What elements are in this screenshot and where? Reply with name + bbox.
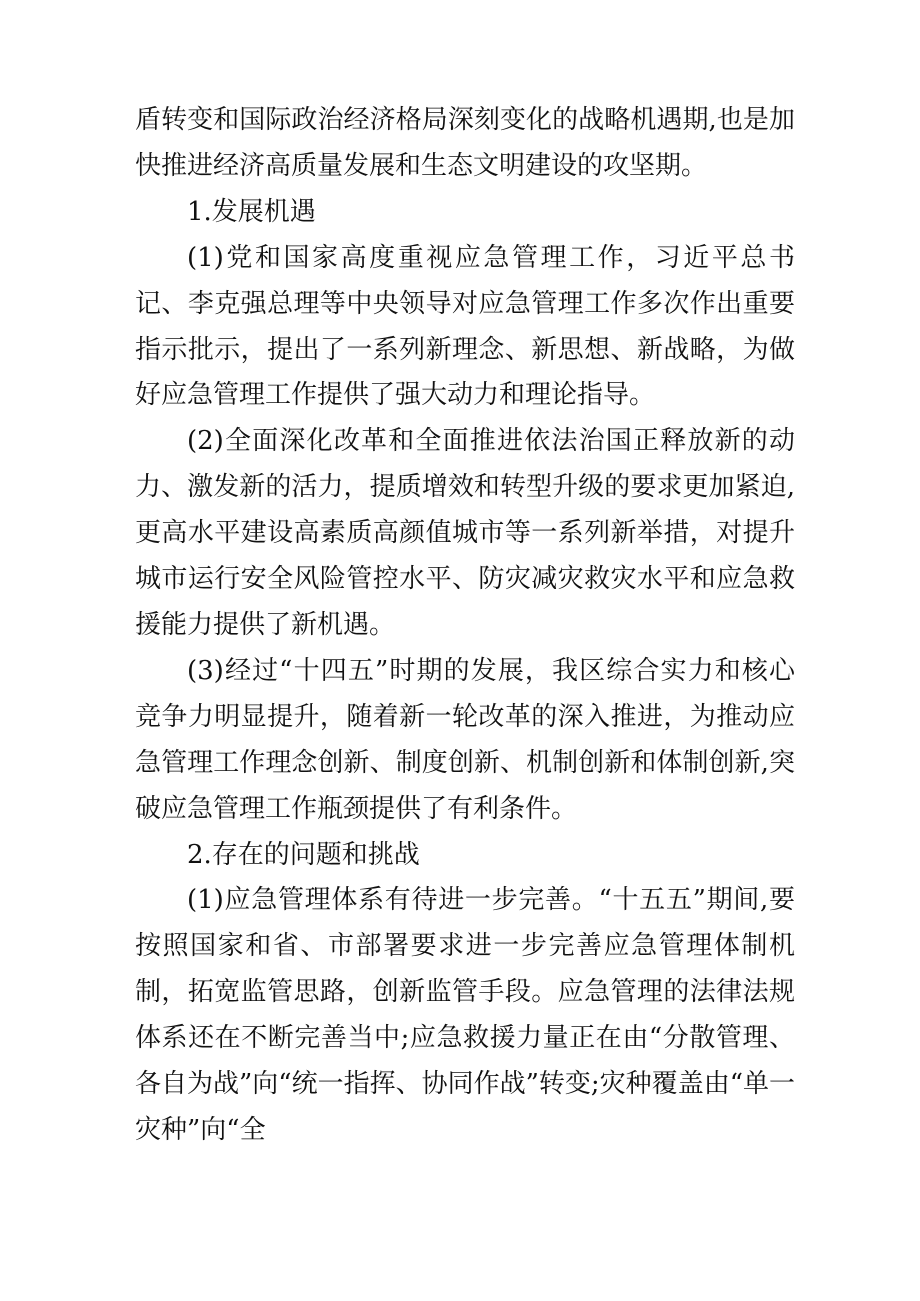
paragraph-opportunity-3: (3)经过“十四五”时期的发展，我区综合实力和核心竞争力明显提升，随着新一轮改革的深入推进，为推动应急管理工作理念创新、制度创新、机制创新和体制创新,突破应急管理工作瓶颈提供了有利条件。 [135, 655, 795, 824]
section-heading-opportunities: 1.发展机遇 [187, 196, 316, 227]
document-body [135, 98, 795, 1154]
section-heading-problems: 2.存在的问题和挑战 [187, 839, 420, 870]
paragraph-intro-continuation: 盾转变和国际政治经济格局深刻变化的战略机遇期,也是加快推进经济高质量发展和生态文明建设的攻坚期。 [135, 105, 795, 181]
paragraph-opportunity-1: (1)党和国家高度重视应急管理工作，习近平总书记、李克强总理等中央领导对应急管理工作多次作出重要指示批示，提出了一系列新理念、新思想、新战略，为做好应急管理工作提供了强大动力和理论指导。 [135, 242, 795, 411]
paragraph-opportunity-2: (2)全面深化改革和全面推进依法治国正释放新的动力、激发新的活力，提质增效和转型升级的要求更加紧迫,更高水平建设高素质高颜值城市等一系列新举措，对提升城市运行安全风险管控水平、防灾减灾救灾水平和应急救援能力提供了新机遇。 [135, 426, 795, 640]
paragraph-problem-1: (1)应急管理体系有待进一步完善。“十五五”期间,要按照国家和省、市部署要求进一步完善应急管理体制机制，拓宽监管思路，创新监管手段。应急管理的法律法规体系还在不断完善当中;应急救援力量正在由“分散管理、各自为战”向“统一指挥、协同作战”转变;灾种覆盖由“单一灾种”向“全 [135, 885, 795, 1145]
